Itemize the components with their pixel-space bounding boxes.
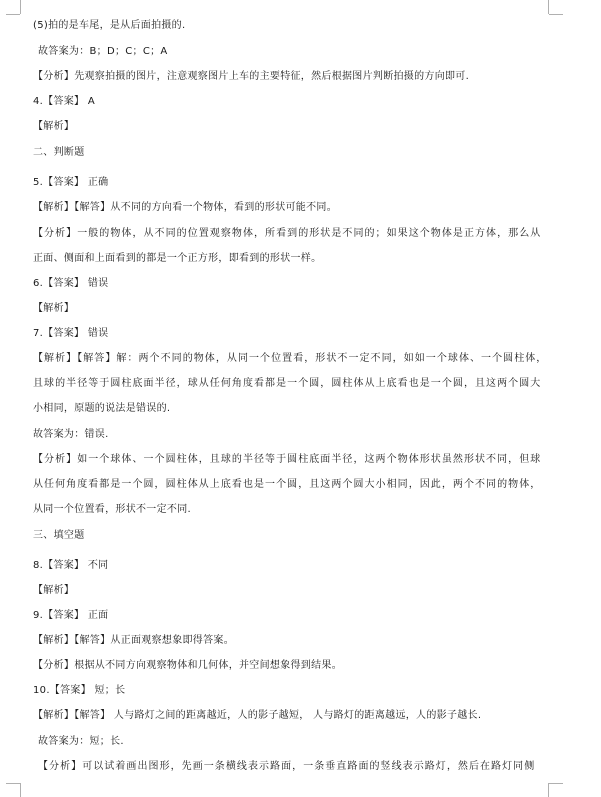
explanation-label: 【解析】: [33, 585, 75, 596]
answer-line: 10.【答案】 短；长: [33, 685, 126, 696]
text-line: 故答案为：短；长.: [38, 736, 124, 747]
explanation-line: 【解析】【解答】解：两个不同的物体，从同一个位置看，形状不一定不同，如如一个球体、一个圆柱体，: [33, 353, 548, 364]
answer-line: 4.【答案】 A: [33, 96, 95, 107]
text-line: (5)拍的是车尾，是从后面拍摄的.: [33, 20, 186, 31]
crop-mark-top-left: [6, 14, 20, 15]
crop-mark-top-right: [549, 14, 563, 15]
answer-line: 7.【答案】 错误: [33, 328, 109, 339]
analysis-line: 【分析】如一个球体、一个圆柱体，且球的半径等于圆柱底面半径，这两个物体形状虽然形状不同，但球: [33, 454, 542, 465]
answer-line: 5.【答案】 正确: [33, 177, 109, 188]
explanation-label: 【解析】: [33, 303, 75, 314]
crop-mark-bottom-left: [6, 783, 20, 784]
explanation-line: 【解析】【解答】 人与路灯之间的距离越近，人的影子越短， 人与路灯的距离越远，人的影子越长.: [33, 710, 482, 721]
section-heading: 三、填空题: [33, 530, 85, 541]
analysis-line: 【分析】可以试着画出图形，先画一条横线表示路面，一条垂直路面的竖线表示路灯，然后在路灯同侧: [38, 761, 536, 772]
text-line: 故答案为：错误.: [33, 429, 109, 440]
analysis-line: 【分析】根据从不同方向观察物体和几何体，并空间想象得到结果。: [33, 660, 342, 671]
analysis-line: 【分析】先观察拍摄的图片，注意观察图片上车的主要特征，然后根据图片判断拍摄的方向即可.: [33, 71, 470, 82]
text-line: 故答案为：B；D；C；C；A: [38, 46, 168, 57]
explanation-line: 小相同，原题的说法是错误的.: [33, 403, 171, 414]
analysis-line: 从同一个位置看，形状不一定不同.: [33, 504, 191, 515]
answer-line: 6.【答案】 错误: [33, 278, 109, 289]
explanation-label: 【解析】: [33, 121, 75, 132]
explanation-line: 且球的半径等于圆柱底面半径，球从任何角度看都是一个圆，圆柱体从上底看也是一个圆，且这两个圆大: [33, 378, 542, 389]
analysis-line: 正面、侧面和上面看到的都是一个正方形，即看到的形状一样。: [33, 253, 322, 264]
crop-mark-bottom-right: [549, 783, 563, 784]
section-heading: 二、判断题: [33, 147, 85, 158]
crop-mark-bottom-left: [20, 783, 21, 797]
crop-mark-top-right: [548, 0, 549, 14]
explanation-line: 【解析】【解答】从不同的方向看一个物体，看到的形状可能不同。: [33, 202, 337, 213]
crop-mark-bottom-right: [548, 783, 549, 797]
answer-line: 8.【答案】 不同: [33, 560, 109, 571]
crop-mark-top-left: [20, 0, 21, 14]
analysis-line: 从任何角度看都是一个圆，圆柱体从上底看也是一个圆，且这两个圆大小相同，因此，两个不同的物体，: [33, 479, 542, 490]
analysis-line: 【分析】一般的物体，从不同的位置观察物体，所看到的形状是不同的；如果这个物体是正方体，那么从: [33, 228, 542, 239]
explanation-line: 【解析】【解答】从正面观察想象即得答案。: [33, 635, 234, 646]
answer-line: 9.【答案】 正面: [33, 610, 109, 621]
